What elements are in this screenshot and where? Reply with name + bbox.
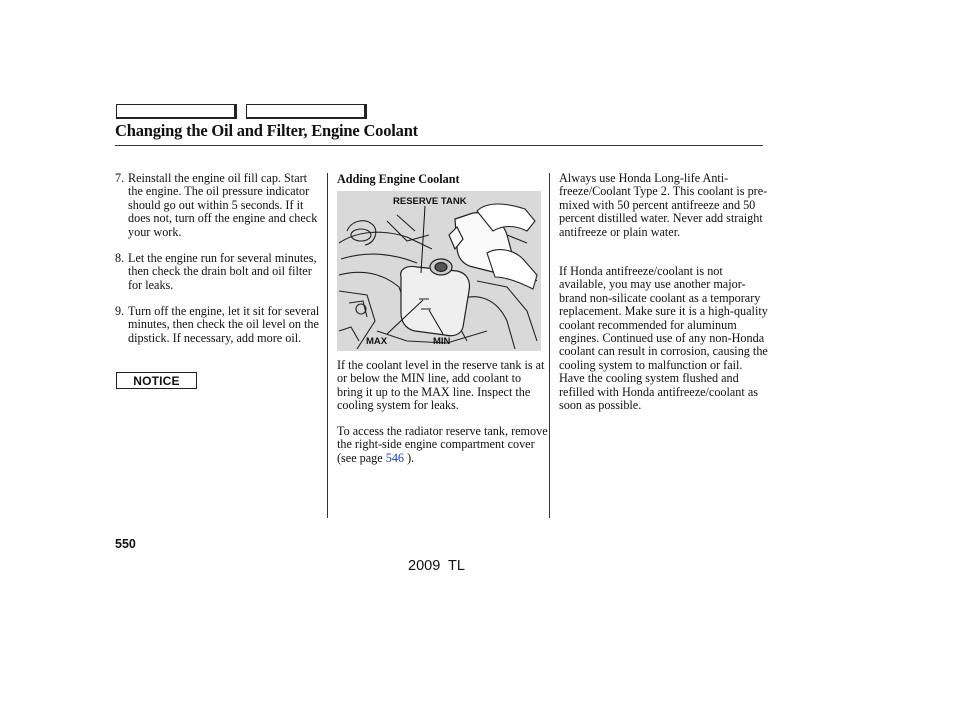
title-divider — [115, 145, 763, 146]
page-title: Changing the Oil and Filter, Engine Coolant — [115, 121, 418, 140]
step-item — [115, 305, 323, 345]
access-tank-paragraph — [337, 425, 549, 465]
page-reference-link[interactable]: 546 — [385, 450, 405, 465]
page-number: 550 — [115, 537, 136, 551]
reserve-tank-illustration — [337, 191, 541, 351]
footer-model: 2009 TL — [408, 558, 465, 574]
min-label: MIN — [433, 336, 451, 347]
section-tab-2[interactable] — [246, 104, 367, 119]
coolant-level-paragraph: If the coolant level in the reserve tank is at or below the MIN line, add coolant to bring it up to the MAX line. Inspect the cooling system for leaks. — [337, 358, 545, 413]
step-item — [115, 172, 323, 239]
step-number: 8. — [115, 251, 125, 265]
step-number: 9. — [115, 304, 125, 318]
access-tank-text-end: ). — [404, 450, 415, 465]
substitute-coolant-paragraph: If Honda antifreeze/coolant is not available, you may use another major-brand non-silicate coolant as a temporary replacement. Make sure it is a high-quality coolant recommended for aluminum engines. Continued use of any non-Honda coolant can result in corrosion, causing the cooling system to malfunction or fail. Have the cooling system flushed and refilled with Honda antifreeze/coolant as soon as possible. — [559, 264, 768, 413]
column-divider-1 — [327, 173, 328, 518]
section-heading: Adding Engine Coolant — [337, 172, 460, 186]
step-item — [115, 252, 323, 292]
column-divider-2 — [549, 173, 550, 518]
engine-bay-drawing — [337, 191, 541, 351]
step-number: 7. — [115, 171, 125, 185]
notice-label: NOTICE — [133, 373, 180, 388]
step-text: Reinstall the engine oil fill cap. Start the engine. The oil pressure indicator should go out within 5 seconds. If it does not, turn off the engine and check your work. — [128, 171, 318, 239]
max-label: MAX — [366, 336, 388, 347]
notice-box — [116, 372, 197, 389]
reserve-tank-label: RESERVE TANK — [393, 196, 467, 207]
step-text: Let the engine run for several minutes, then check the drain bolt and oil filter for leaks. — [128, 251, 317, 292]
coolant-type-paragraph: Always use Honda Long-life Anti-freeze/Coolant Type 2. This coolant is pre-mixed with 50 percent antifreeze and 50 percent distilled water. Never add straight antifreeze or plain water. — [559, 171, 768, 239]
section-tab-1[interactable] — [116, 104, 237, 119]
step-text: Turn off the engine, let it sit for several minutes, then check the oil level on the dipstick. If necessary, add more oil. — [128, 304, 320, 345]
access-tank-text: To access the radiator reserve tank, remove the right-side engine compartment cover (see page — [337, 424, 548, 465]
